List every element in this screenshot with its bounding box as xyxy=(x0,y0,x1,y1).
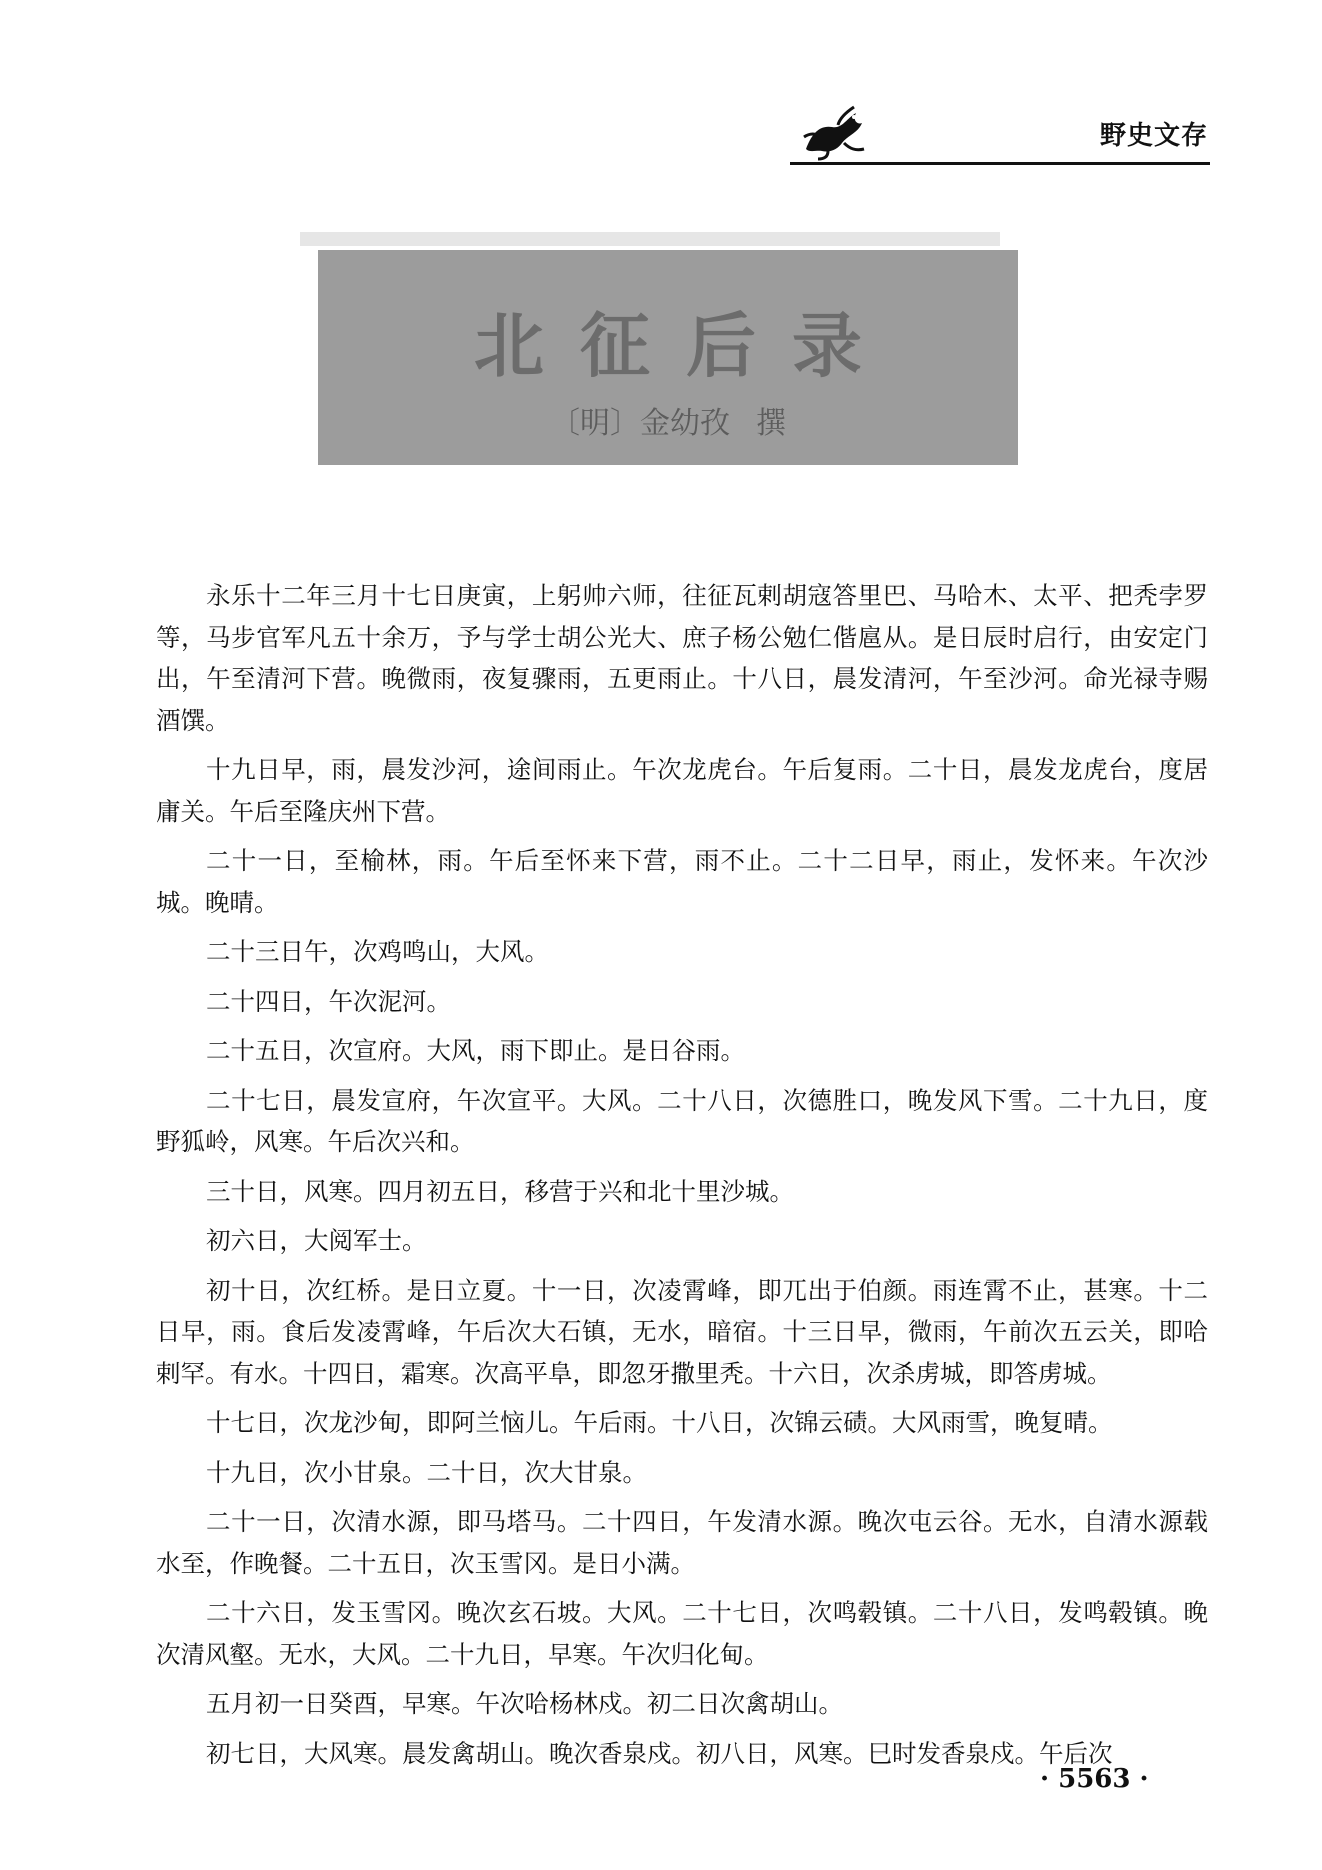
paragraph: 二十五日，次宣府。大风，雨下即止。是日谷雨。 xyxy=(206,1036,745,1065)
paragraph: 初六日，大阅军士。 xyxy=(206,1226,427,1255)
byline-author: 〔明〕金幼孜 xyxy=(550,406,730,441)
paragraph: 初十日，次红桥。是日立夏。十一日，次凌霄峰，即兀出于伯颜。雨连霄不止，甚寒。十二日早，雨。食后发凌霄峰，午后次大石镇，无水，暗宿。十三日早，微雨，午前次五云关，即哈剌罕。有水。十四日，霜寒。次高平阜，即忽牙撒里秃。十六日，次杀虏城，即答虏城。 xyxy=(156,1275,1208,1388)
paragraph: 十九日早，雨，晨发沙河，途间雨止。午次龙虎台。午后复雨。二十日，晨发龙虎台，度居庸关。午后至隆庆州下营。 xyxy=(156,755,1208,826)
page-number: · 5563 · xyxy=(1040,1764,1149,1794)
running-header xyxy=(790,95,1210,165)
title-box xyxy=(318,250,1018,465)
paragraph: 初七日，大风寒。晨发禽胡山。晚次香泉戍。初八日，风寒。巳时发香泉戍。午后次 xyxy=(206,1738,1113,1768)
title-box-shade xyxy=(300,232,1000,246)
paragraph: 二十六日，发玉雪冈。晚次玄石坡。大风。二十七日，次鸣毂镇。二十八日，发鸣毂镇。晚次清风壑。无水，大风。二十九日，早寒。午次归化甸。 xyxy=(156,1598,1208,1669)
paragraph: 二十三日午，次鸡鸣山，大风。 xyxy=(206,937,549,966)
section-title: 野史文存 xyxy=(1099,121,1208,151)
document-title: 北征后录 xyxy=(474,305,898,387)
byline-role: 撰 xyxy=(756,406,786,441)
header-rule xyxy=(790,162,1210,165)
paragraph: 三十日，风寒。四月初五日，移营于兴和北十里沙城。 xyxy=(206,1176,794,1206)
paragraph: 五月初一日癸酉，早寒。午次哈杨林戍。初二日次禽胡山。 xyxy=(206,1689,843,1718)
body-text xyxy=(156,575,1208,1782)
paragraph: 二十七日，晨发宣府，午次宣平。大风。二十八日，次德胜口，晚发风下雪。二十九日，度野狐岭，风寒。午后次兴和。 xyxy=(156,1085,1208,1156)
dragon-icon xyxy=(798,103,868,161)
paragraph: 十九日，次小甘泉。二十日，次大甘泉。 xyxy=(206,1457,647,1487)
paragraph: 二十四日，午次泥河。 xyxy=(206,986,451,1016)
paragraph: 十七日，次龙沙甸，即阿兰恼儿。午后雨。十八日，次锦云碛。大风雨雪，晚复晴。 xyxy=(206,1408,1113,1437)
paragraph: 永乐十二年三月十七日庚寅，上躬帅六师，往征瓦剌胡寇答里巴、马哈木、太平、把秃孛罗等，马步官军凡五十余万，予与学士胡公光大、庶子杨公勉仁偕扈从。是日辰时启行，由安定门出，午至清河下营。晚微雨，夜复骤雨，五更雨止。十八日，晨发清河，午至沙河。命光禄寺赐酒馔。 xyxy=(156,581,1208,735)
paragraph: 二十一日，次清水源，即马塔马。二十四日，午发清水源。晚次屯云谷。无水，自清水源载水至，作晚餐。二十五日，次玉雪冈。是日小满。 xyxy=(156,1507,1208,1578)
byline xyxy=(318,398,1018,442)
paragraph: 二十一日，至榆林，雨。午后至怀来下营，雨不止。二十二日早，雨止，发怀来。午次沙城。晚晴。 xyxy=(156,846,1208,917)
